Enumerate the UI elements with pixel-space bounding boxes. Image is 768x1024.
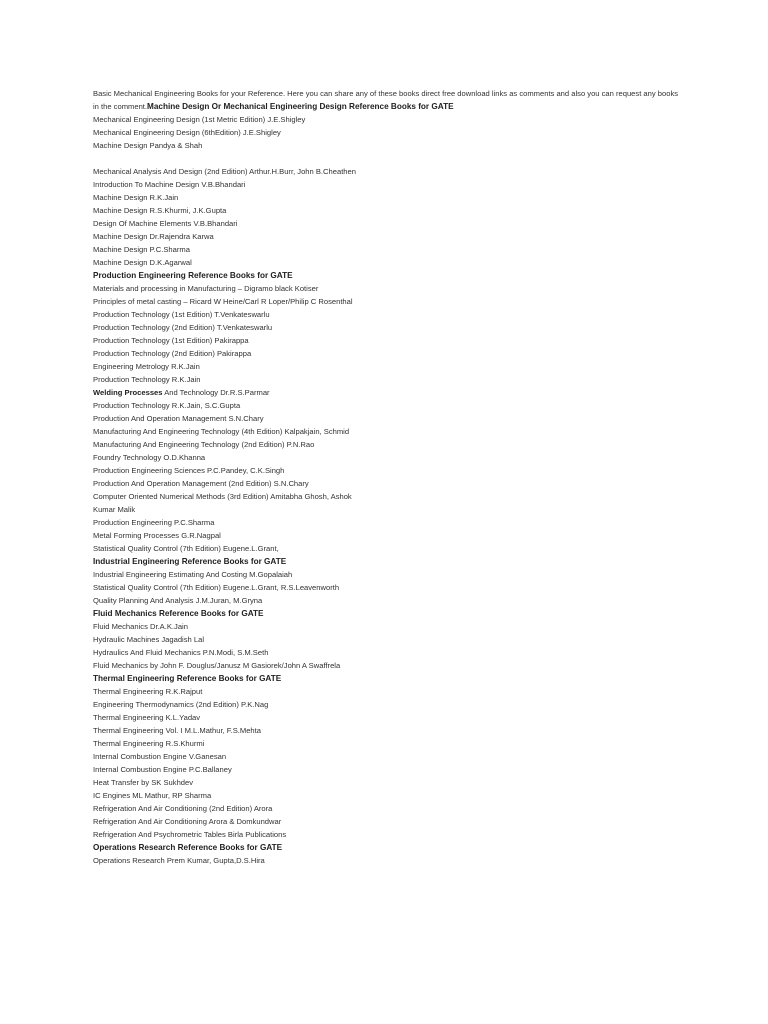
list-item: Machine Design D.K.Agarwal (93, 258, 192, 267)
list-item: Materials and processing in Manufacturing – Digramo black Kotiser (93, 284, 319, 293)
list-item: Statistical Quality Control (7th Edition) Eugene.L.Grant, R.S.Leavenworth (93, 583, 340, 592)
machine-design-list (93, 113, 683, 269)
list-item: Refrigeration And Air Conditioning Arora & Domkundwar (93, 817, 282, 826)
list-item: Production Technology (1st Edition) Pakirappa (93, 336, 249, 345)
list-item: Production Technology R.K.Jain, S.C.Gupta (93, 401, 241, 410)
production-list (93, 282, 683, 555)
list-item: Thermal Engineering R.S.Khurmi (93, 739, 205, 748)
list-item: Production Engineering P.C.Sharma (93, 518, 215, 527)
document-body (93, 87, 683, 867)
machine-design-heading: Machine Design Or Mechanical Engineering Design Reference Books for GATE (147, 102, 454, 111)
industrial-list (93, 568, 683, 607)
industrial-heading: Industrial Engineering Reference Books for GATE (93, 557, 287, 566)
operations-heading: Operations Research Reference Books for GATE (93, 843, 283, 852)
list-item: Statistical Quality Control (7th Edition) Eugene.L.Grant, (93, 544, 279, 553)
list-item: Principles of metal casting – Ricard W Heine/Carl R Loper/Philip C Rosenthal (93, 297, 353, 306)
list-item: Production Technology (2nd Edition) Pakirappa (93, 349, 252, 358)
list-item: Production Engineering Sciences P.C.Pandey, C.K.Singh (93, 466, 285, 475)
fluid-heading: Fluid Mechanics Reference Books for GATE (93, 609, 264, 618)
list-item: Refrigeration And Psychrometric Tables Birla Publications (93, 830, 287, 839)
list-item: Machine Design R.K.Jain (93, 193, 179, 202)
list-item: IC Engines ML Mathur, RP Sharma (93, 791, 212, 800)
thermal-list (93, 685, 683, 841)
list-item: Machine Design P.C.Sharma (93, 245, 190, 254)
intro-text: Basic Mechanical Engineering Books for your Reference. Here you can share any of these books direct free download links as comments and also you can request any books in the comment. (93, 89, 679, 111)
list-item: Mechanical Engineering Design (6thEdition) J.E.Shigley (93, 128, 281, 137)
list-item: Mechanical Engineering Design (1st Metric Edition) J.E.Shigley (93, 115, 306, 124)
list-item: Quality Planning And Analysis J.M.Juran, M.Gryna (93, 596, 263, 605)
list-item: Heat Transfer by SK Sukhdev (93, 778, 194, 787)
list-item: Refrigeration And Air Conditioning (2nd Edition) Arora (93, 804, 273, 813)
list-item: Industrial Engineering Estimating And Costing M.Gopalaiah (93, 570, 293, 579)
list-item: Production Technology R.K.Jain (93, 375, 201, 384)
list-item: Engineering Metrology R.K.Jain (93, 362, 200, 371)
list-item: Mechanical Analysis And Design (2nd Edition) Arthur.H.Burr, John B.Cheathen (93, 167, 356, 176)
list-item: Thermal Engineering Vol. I M.L.Mathur, F.S.Mehta (93, 726, 261, 735)
list-item: Hydraulics And Fluid Mechanics P.N.Modi, S.M.Seth (93, 648, 269, 657)
list-item: Manufacturing And Engineering Technology (2nd Edition) P.N.Rao (93, 440, 315, 449)
list-item: Design Of Machine Elements V.B.Bhandari (93, 219, 238, 228)
list-item: Metal Forming Processes G.R.Nagpal (93, 531, 221, 540)
list-item: Computer Oriented Numerical Methods (3rd Edition) Amitabha Ghosh, Ashok Kumar Malik (93, 492, 352, 514)
list-item: Operations Research Prem Kumar, Gupta,D.S.Hira (93, 856, 265, 865)
list-item: Internal Combustion Engine V.Ganesan (93, 752, 227, 761)
list-item: Internal Combustion Engine P.C.Ballaney (93, 765, 232, 774)
list-item: Hydraulic Machines Jagadish Lal (93, 635, 205, 644)
list-item: Fluid Mechanics Dr.A.K.Jain (93, 622, 188, 631)
list-item: Machine Design Dr.Rajendra Karwa (93, 232, 214, 241)
list-item: Engineering Thermodynamics (2nd Edition) P.K.Nag (93, 700, 269, 709)
list-item (93, 386, 683, 399)
list-item: Introduction To Machine Design V.B.Bhandari (93, 180, 246, 189)
operations-list (93, 854, 683, 867)
production-heading: Production Engineering Reference Books for GATE (93, 271, 293, 280)
list-item: Thermal Engineering K.L.Yadav (93, 713, 201, 722)
list-item: Manufacturing And Engineering Technology (4th Edition) Kalpakjain, Schmid (93, 427, 350, 436)
list-item: Production Technology (2nd Edition) T.Venkateswarlu (93, 323, 273, 332)
list-item: Production And Operation Management (2nd Edition) S.N.Chary (93, 479, 309, 488)
list-item: Production And Operation Management S.N.Chary (93, 414, 264, 423)
list-item: Foundry Technology O.D.Khanna (93, 453, 206, 462)
fluid-list (93, 620, 683, 672)
welding-processes-label: Welding Processes (93, 388, 163, 397)
list-item: Machine Design Pandya & Shah (93, 141, 203, 150)
list-item: Fluid Mechanics by John F. Douglus/Janusz M Gasiorek/John A Swaffrela (93, 661, 341, 670)
spacer (93, 152, 683, 165)
thermal-heading: Thermal Engineering Reference Books for GATE (93, 674, 282, 683)
intro-paragraph (93, 87, 683, 113)
list-item: Thermal Engineering R.K.Rajput (93, 687, 203, 696)
list-item: Production Technology (1st Edition) T.Venkateswarlu (93, 310, 270, 319)
list-item: Machine Design R.S.Khurmi, J.K.Gupta (93, 206, 227, 215)
welding-rest: And Technology Dr.R.S.Parmar (162, 388, 270, 397)
